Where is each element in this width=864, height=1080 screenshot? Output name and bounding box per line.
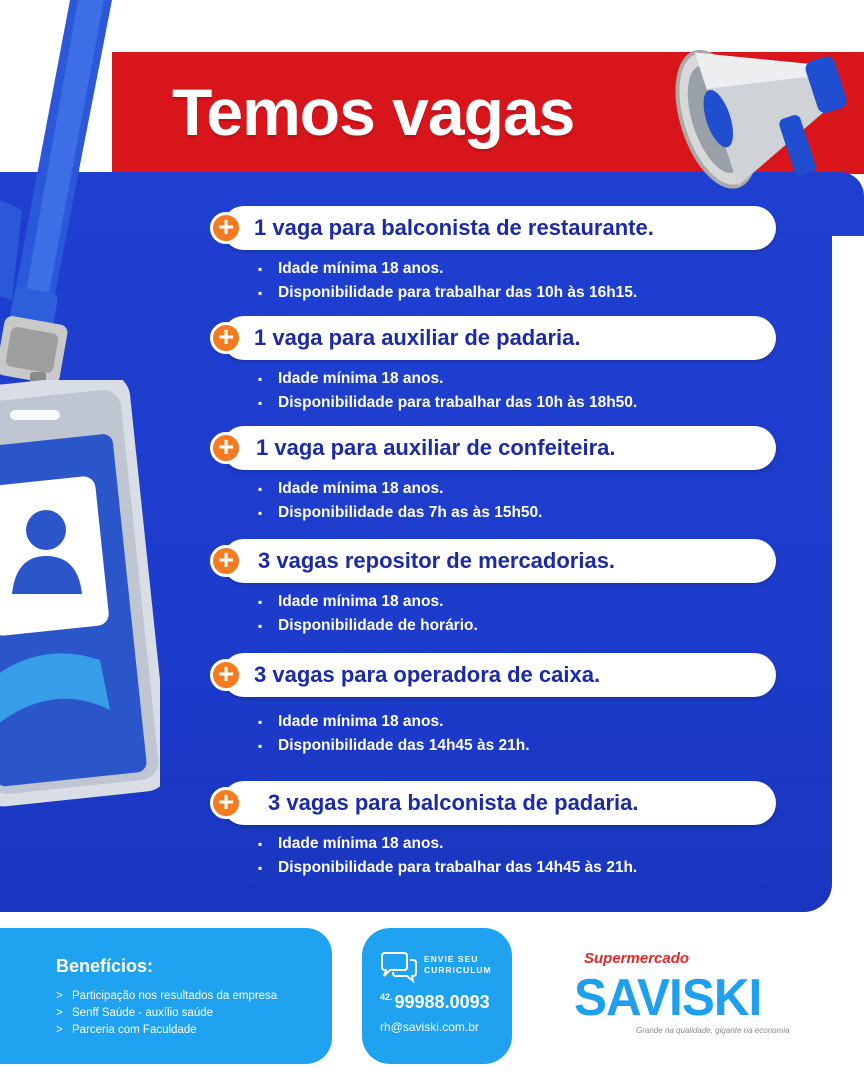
- job-requirements: [256, 590, 478, 638]
- job-requirements: [256, 710, 530, 758]
- phone-number: 99988.0093: [394, 992, 490, 1012]
- plus-icon: +: [210, 659, 242, 691]
- requirement-item: ▪ Disponibilidade para trabalhar das 14h45 às 21h.: [256, 856, 637, 880]
- contact-phone[interactable]: [380, 992, 490, 1013]
- headline-title: Temos vagas: [172, 75, 575, 149]
- logo-name: SAVISKI: [574, 969, 762, 1027]
- job-title: 1 vaga para auxiliar de confeiteira.: [256, 435, 616, 460]
- plus-icon: +: [210, 322, 242, 354]
- job-title-pill: [217, 539, 776, 583]
- logo-tagline: Grande na qualidade, gigante na economia: [636, 1026, 790, 1035]
- requirement-item: ▪ Idade mínima 18 anos.: [256, 590, 478, 614]
- benefit-text: Senff Saúde - auxílio saúde: [72, 1007, 214, 1019]
- phone-area-code: 42.: [380, 992, 393, 1002]
- job-title-pill: [217, 206, 776, 250]
- lanyard-icon: [0, 0, 200, 420]
- job-title-pill: [217, 781, 776, 825]
- job-title-pill: [217, 426, 776, 470]
- job-title: 3 vagas para operadora de caixa.: [254, 662, 601, 687]
- plus-icon: +: [210, 432, 242, 464]
- requirement-item: ▪ Idade mínima 18 anos.: [256, 710, 530, 734]
- job-requirements: [256, 832, 637, 880]
- benefits-list: [56, 988, 277, 1039]
- plus-icon: +: [210, 787, 242, 819]
- requirement-item: ▪ Idade mínima 18 anos.: [256, 257, 637, 281]
- requirement-item: ▪ Disponibilidade das 14h45 às 21h.: [256, 734, 530, 758]
- badge-icon: [0, 380, 160, 820]
- plus-icon: +: [210, 545, 242, 577]
- benefit-item: > Participação nos resultados da empresa: [56, 990, 278, 1002]
- benefit-text: Participação nos resultados da empresa: [72, 990, 278, 1002]
- job-title: 3 vagas repositor de mercadorias.: [258, 548, 616, 573]
- job-requirements: [256, 367, 637, 415]
- benefits-title: Benefícios:: [56, 956, 154, 976]
- chat-bubble-icon: [380, 952, 418, 984]
- requirement-item: ▪ Disponibilidade das 7h as às 15h50.: [256, 501, 542, 525]
- requirement-item: ▪ Disponibilidade para trabalhar das 10h às 16h15.: [256, 281, 637, 305]
- contact-line2: CURRICULUM: [424, 965, 492, 975]
- benefit-item: > Parceria com Faculdade: [56, 1024, 197, 1036]
- contact-box: [362, 928, 512, 1064]
- job-requirements: [256, 477, 542, 525]
- logo-super-text: Supermercado: [584, 950, 690, 967]
- plus-icon: +: [210, 212, 242, 244]
- job-title: 1 vaga para balconista de restaurante.: [254, 215, 654, 240]
- saviski-logo: [572, 950, 804, 1040]
- benefit-text: Parceria com Faculdade: [72, 1024, 197, 1036]
- contact-email-link[interactable]: rh@saviski.com.br: [380, 1020, 479, 1034]
- requirement-item: ▪ Idade mínima 18 anos.: [256, 832, 637, 856]
- job-requirements: [256, 257, 637, 305]
- job-title: 3 vagas para balconista de padaria.: [268, 790, 639, 815]
- contact-line1: ENVIE SEU: [424, 954, 479, 964]
- benefit-item: > Senff Saúde - auxílio saúde: [56, 1007, 214, 1019]
- requirement-item: ▪ Idade mínima 18 anos.: [256, 367, 637, 391]
- job-title-pill: [217, 653, 776, 697]
- benefits-box: [0, 928, 332, 1064]
- requirement-item: ▪ Idade mínima 18 anos.: [256, 477, 542, 501]
- requirement-item: ▪ Disponibilidade de horário.: [256, 614, 478, 638]
- job-title-pill: [217, 316, 776, 360]
- job-title: 1 vaga para auxiliar de padaria.: [254, 325, 581, 350]
- requirement-item: ▪ Disponibilidade para trabalhar das 10h às 18h50.: [256, 391, 637, 415]
